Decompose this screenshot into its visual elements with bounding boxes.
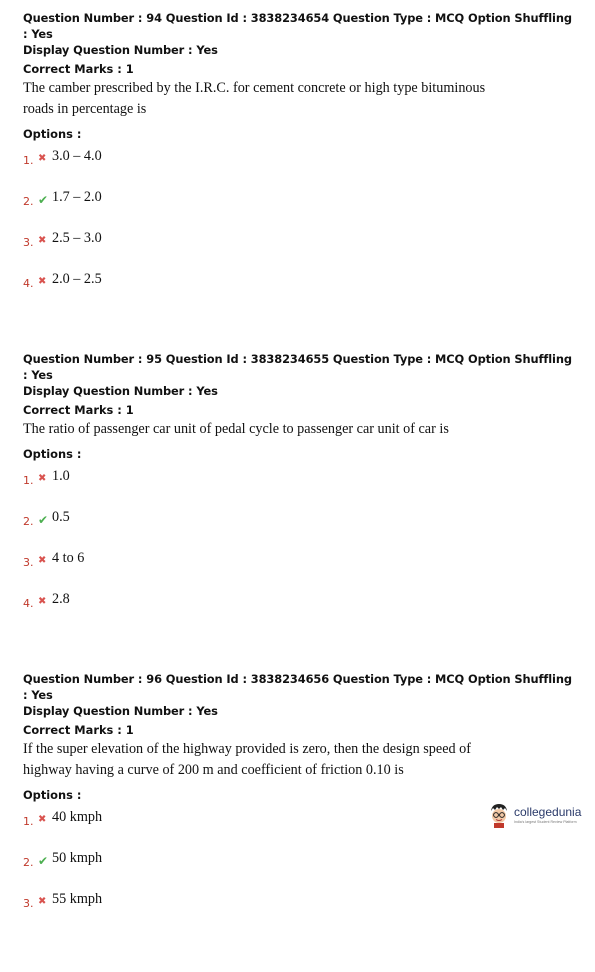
options-label: Options : [23, 127, 82, 141]
check-icon: ✔ [38, 513, 49, 527]
option-text: 55 kmph [52, 891, 103, 907]
option-3 [23, 550, 573, 591]
question-header: Question Number : 94 Question Id : 3838234654 Question Type : MCQ Option Shuffling : Yes [23, 11, 572, 41]
cross-icon: ✖ [38, 473, 47, 484]
option-number: 1. [23, 154, 34, 167]
option-2 [23, 509, 573, 550]
option-text: 4 to 6 [52, 550, 85, 566]
option-number: 4. [23, 597, 34, 610]
option-2 [23, 850, 573, 891]
collegedunia-logo[interactable] [488, 798, 588, 832]
option-text: 1.0 [52, 468, 70, 484]
option-number: 2. [23, 515, 34, 528]
option-text: 50 kmph [52, 850, 103, 866]
question-text: If the super elevation of the highway provided is zero, then the design speed of highway having a curve of 200 m and coefficient of friction 0.10 is [23, 741, 471, 778]
question-text: The ratio of passenger car unit of pedal cycle to passenger car unit of car is [23, 421, 449, 437]
options-label: Options : [23, 447, 82, 461]
cross-icon: ✖ [38, 153, 47, 164]
option-number: 3. [23, 236, 34, 249]
option-text: 1.7 – 2.0 [52, 189, 102, 205]
cross-icon: ✖ [38, 555, 47, 566]
option-number: 2. [23, 856, 34, 869]
option-3 [23, 230, 573, 271]
display-question-number: Display Question Number : Yes [23, 43, 218, 57]
option-4 [23, 271, 573, 312]
option-text: 40 kmph [52, 809, 103, 825]
question-header: Question Number : 96 Question Id : 3838234656 Question Type : MCQ Option Shuffling : Yes [23, 672, 572, 702]
option-text: 2.0 – 2.5 [52, 271, 102, 287]
cross-icon: ✖ [38, 276, 47, 287]
option-number: 4. [23, 277, 34, 290]
option-text: 2.8 [52, 591, 70, 607]
correct-marks: Correct Marks : 1 [23, 62, 134, 76]
correct-marks: Correct Marks : 1 [23, 403, 134, 417]
option-text: 0.5 [52, 509, 70, 525]
option-text: 2.5 – 3.0 [52, 230, 102, 246]
check-icon: ✔ [38, 854, 49, 868]
cross-icon: ✖ [38, 814, 47, 825]
option-number: 3. [23, 897, 34, 910]
option-number: 1. [23, 815, 34, 828]
logo-name: collegedunia [514, 805, 582, 819]
question-text: The camber prescribed by the I.R.C. for cement concrete or high type bituminous roads in percentage is [23, 80, 486, 117]
question-94 [23, 10, 573, 312]
option-2 [23, 189, 573, 230]
display-question-number: Display Question Number : Yes [23, 384, 218, 398]
options-label: Options : [23, 788, 82, 802]
correct-marks: Correct Marks : 1 [23, 723, 134, 737]
option-text: 3.0 – 4.0 [52, 148, 102, 164]
check-icon: ✔ [38, 193, 49, 207]
display-question-number: Display Question Number : Yes [23, 704, 218, 718]
cross-icon: ✖ [38, 896, 47, 907]
mascot-icon [488, 802, 510, 828]
option-number: 3. [23, 556, 34, 569]
logo-tagline: India's largest Student Review Platform [514, 820, 577, 824]
option-4 [23, 591, 573, 632]
option-number: 2. [23, 195, 34, 208]
option-1 [23, 468, 573, 509]
option-3 [23, 891, 573, 932]
option-1 [23, 148, 573, 189]
question-header: Question Number : 95 Question Id : 3838234655 Question Type : MCQ Option Shuffling : Yes [23, 352, 572, 382]
option-number: 1. [23, 474, 34, 487]
cross-icon: ✖ [38, 235, 47, 246]
question-95 [23, 351, 573, 632]
cross-icon: ✖ [38, 596, 47, 607]
